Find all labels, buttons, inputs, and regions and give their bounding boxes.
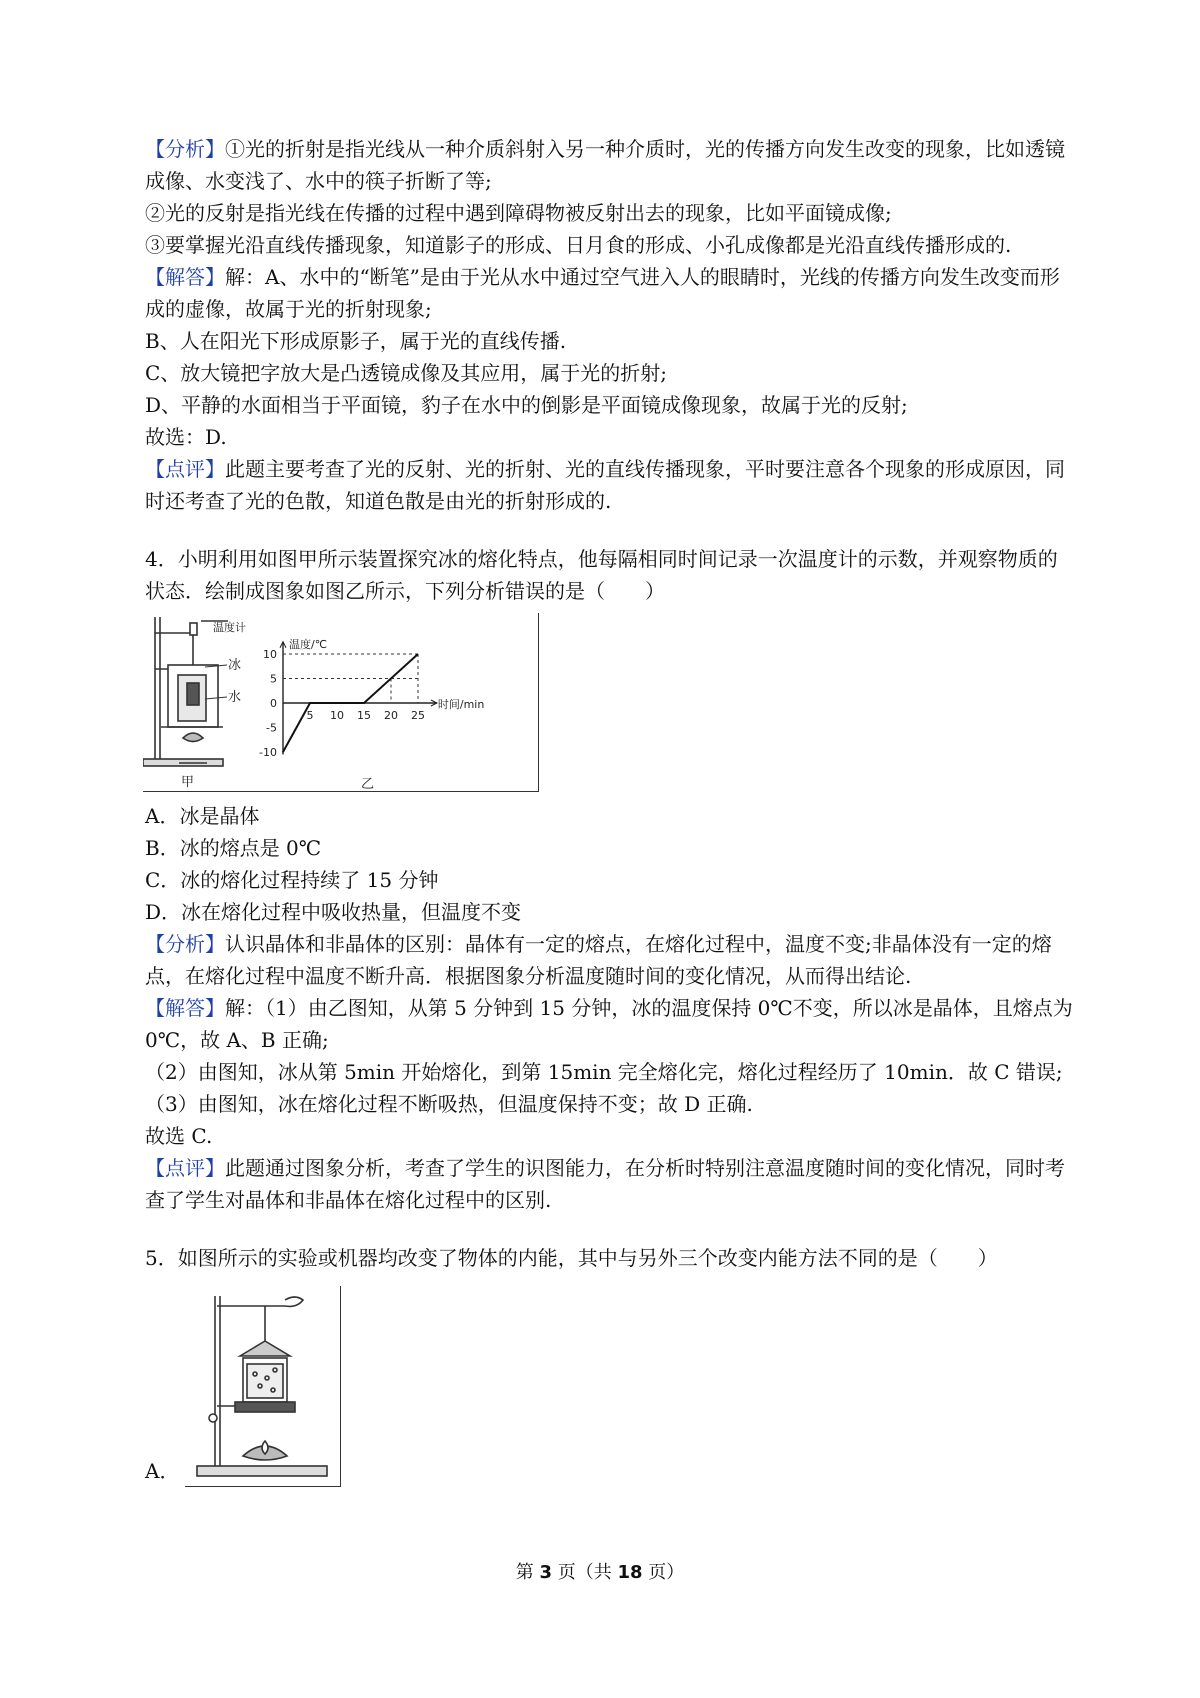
- q3-comment-text: 此题主要考查了光的反射、光的折射、光的直线传播现象，平时要注意各个现象的形成原因，同时还考查了光的色散，知道色散是由光的折射形成的.: [145, 457, 1065, 513]
- y-tick-label: 10: [263, 648, 277, 661]
- q5-option-a-label: A．: [145, 1459, 180, 1483]
- q3-answer-line-2: B、人在阳光下形成原影子，属于光的直线传播.: [145, 329, 567, 353]
- q4-answer-line-3: （3）由图知，冰在熔化过程不断吸热，但温度保持不变；故 D 正确.: [145, 1092, 753, 1116]
- q3-comment: [145, 453, 1075, 517]
- x-axis-label: 时间/min: [437, 698, 485, 711]
- page-content: [145, 133, 1075, 1487]
- y-tick-label: 0: [270, 697, 277, 710]
- x-tick-label: 25: [411, 709, 425, 722]
- q3-answer: [145, 261, 1075, 325]
- q4-figure: [143, 613, 539, 792]
- x-tick-label: 15: [357, 709, 371, 722]
- q5-stem: 5．如图所示的实验或机器均改变了物体的内能，其中与另外三个改变内能方法不同的是（ ）: [145, 1246, 998, 1270]
- q5-option-a-row: [145, 1286, 1075, 1487]
- footer-middle: 页（共: [552, 1562, 618, 1583]
- page-footer: [0, 1558, 1200, 1584]
- footer-prefix: 第: [515, 1562, 540, 1583]
- q3-answer-line-4: D、平静的水面相当于平面镜，豹子在水中的倒影是平面镜成像现象，故属于光的反射;: [145, 393, 908, 417]
- ice-label: 冰: [228, 658, 242, 673]
- q3-answer-choice: 故选：D.: [145, 425, 227, 449]
- q3-analysis: [145, 133, 1075, 197]
- q4-answer-line-2: （2）由图知，冰从第 5min 开始熔化，到第 15min 完全熔化完，熔化过程经历了 10min．故 C 错误;: [145, 1060, 1063, 1084]
- yi-label: 乙: [361, 777, 375, 791]
- water-label: 水: [228, 690, 242, 705]
- analysis-tag: 【分析】: [145, 932, 225, 956]
- jia-label: 甲: [181, 775, 195, 790]
- footer-suffix: 页）: [642, 1562, 685, 1583]
- heating-apparatus-image: [185, 1286, 340, 1486]
- y-tick-label: 5: [270, 672, 277, 686]
- q3-analysis-line-3: ③要掌握光沿直线传播现象，知道影子的形成、日月食的形成、小孔成像都是光沿直线传播形成的.: [145, 233, 1012, 257]
- x-tick-label: 5: [306, 709, 314, 722]
- q5-option-a-figure: [185, 1286, 341, 1487]
- q4-answer-choice: 故选 C.: [145, 1124, 213, 1148]
- y-tick-label: -10: [259, 746, 277, 759]
- q3-answer-line-3: C、放大镜把字放大是凸透镜成像及其应用，属于光的折射;: [145, 361, 668, 385]
- q4-answer: [145, 992, 1075, 1056]
- q3-answer-line-1: 解：A、水中的“断笔”是由于光从水中通过空气进入人的眼睛时，光线的传播方向发生改变而形成的虚像，故属于光的折射现象;: [145, 265, 1060, 321]
- thermometer-label: 温度计: [213, 621, 246, 634]
- q4-analysis-text: 认识晶体和非晶体的区别：晶体有一定的熔点，在熔化过程中，温度不变;非晶体没有一定的熔点，在熔化过程中温度不断升高．根据图象分析温度随时间的变化情况，从而得出结论.: [145, 932, 1052, 988]
- q4-answer-line-1: 解：（1）由乙图知，从第 5 分钟到 15 分钟，冰的温度保持 0℃不变，所以冰是晶体，且熔点为 0℃，故 A、B 正确;: [145, 996, 1073, 1052]
- analysis-tag: 【分析】: [145, 137, 225, 161]
- q4-option-a: A．冰是晶体: [145, 804, 260, 828]
- q4-option-b: B．冰的熔点是 0℃: [145, 836, 322, 860]
- page-number: 3: [539, 1562, 552, 1583]
- x-tick-label: 20: [384, 709, 398, 722]
- answer-tag: 【解答】: [145, 265, 225, 289]
- comment-tag: 【点评】: [145, 1156, 225, 1180]
- apparatus-drawing: [143, 617, 228, 766]
- q4-comment: [145, 1152, 1075, 1216]
- answer-tag: 【解答】: [145, 996, 225, 1020]
- q4-analysis: [145, 928, 1075, 992]
- temperature-chart: [259, 637, 484, 759]
- q4-comment-text: 此题通过图象分析，考查了学生的识图能力，在分析时特别注意温度随时间的变化情况，同时考查了学生对晶体和非晶体在熔化过程中的区别.: [145, 1156, 1065, 1212]
- comment-tag: 【点评】: [145, 457, 225, 481]
- q4-figure-svg: [143, 613, 538, 791]
- q3-analysis-line-1: ①光的折射是指光线从一种介质斜射入另一种介质时，光的传播方向发生改变的现象，比如透镜成像、水变浅了、水中的筷子折断了等;: [145, 137, 1065, 193]
- q4-option-d: D．冰在熔化过程中吸收热量，但温度不变: [145, 900, 522, 924]
- x-tick-label: 10: [330, 709, 344, 722]
- q4-stem: 4．小明利用如图甲所示装置探究冰的熔化特点，他每隔相同时间记录一次温度计的示数，并观察物质的状态．绘制成图象如图乙所示，下列分析错误的是（ ）: [145, 547, 1058, 603]
- page-total: 18: [617, 1562, 643, 1583]
- q3-analysis-line-2: ②光的反射是指光线在传播的过程中遇到障碍物被反射出去的现象，比如平面镜成像;: [145, 201, 892, 225]
- q4-option-c: C．冰的熔化过程持续了 15 分钟: [145, 868, 439, 892]
- y-axis-label: 温度/℃: [289, 637, 328, 651]
- y-tick-label: -5: [266, 721, 277, 735]
